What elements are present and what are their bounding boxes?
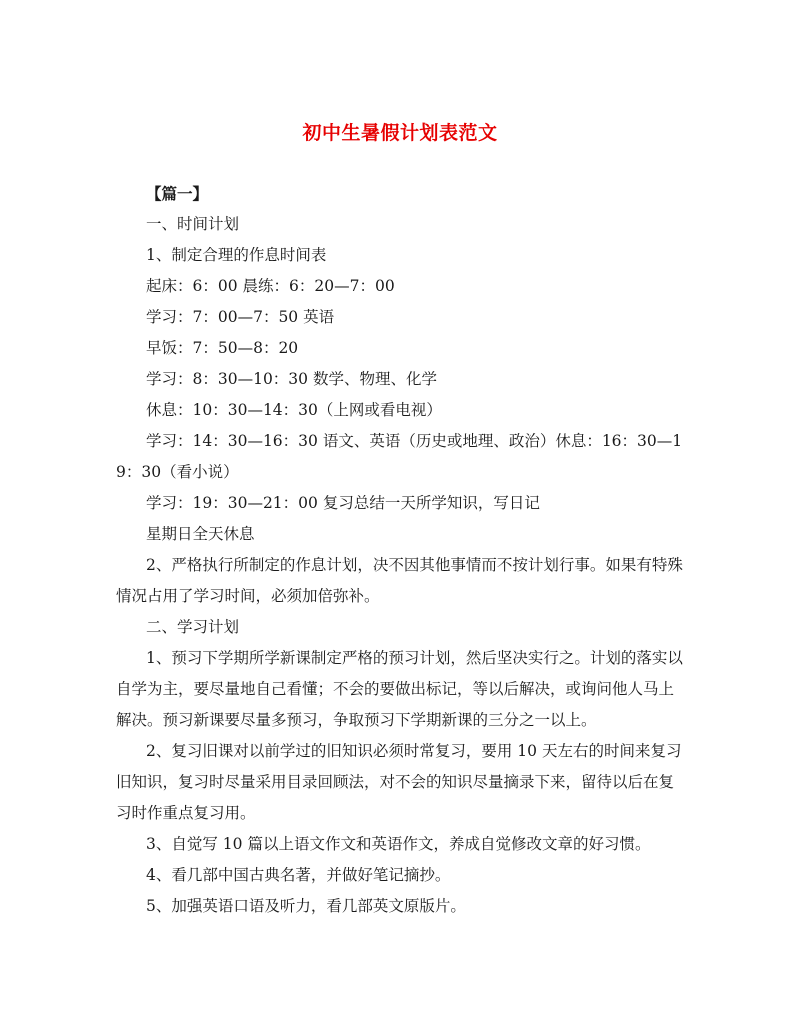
schedule-line-evening: 学习：19：30—21：00 复习总结一天所学知识，写日记 [146,494,540,512]
paragraph-strict: 2、严格执行所制定的作息计划，决不因其他事情而不按计划行事。如果有特殊情况占用了学习时间，必须加倍弥补。 [116,556,683,605]
section-tag: 【篇一】 [146,184,209,203]
schedule-line-english: 学习：7：00—7：50 英语 [146,308,335,326]
schedule-line-breakfast: 早饭：7：50—8：20 [146,339,299,357]
schedule-line-sunday: 星期日全天休息 [146,525,255,543]
page-title: 初中生暑假计划表范文 [302,122,498,144]
heading-study-plan: 二、学习计划 [146,618,240,636]
schedule-line-wakeup: 起床：6：00 晨练：6：20—7：00 [146,277,395,295]
heading-time-plan: 一、时间计划 [146,215,240,233]
study-item-writing: 3、自觉写 10 篇以上语文作文和英语作文，养成自觉修改文章的好习惯。 [146,835,651,853]
schedule-paragraph-afternoon: 学习：14：30—16：30 语文、英语（历史或地理、政治）休息：16：30—19：30（看小说） [116,432,683,481]
document-body [116,178,688,922]
study-item-classics: 4、看几部中国古典名著，并做好笔记摘抄。 [146,866,451,884]
study-item-english-listening: 5、加强英语口语及听力，看几部英文原版片。 [146,897,466,915]
paragraph-preview: 1、预习下学期所学新课制定严格的预习计划，然后坚决实行之。计划的落实以自学为主，要尽量地自己看懂；不会的要做出标记，等以后解决，或询问他人马上解决。预习新课要尽量多预习，争取预习下学期新课的三分之一以上。 [116,649,683,729]
schedule-line-rest: 休息：10：30—14：30（上网或看电视） [146,401,442,419]
schedule-line-science: 学习：8：30—10：30 数学、物理、化学 [146,370,437,388]
paragraph-review: 2、复习旧课对以前学过的旧知识必须时常复习，要用 10 天左右的时间来复习旧知识，复习时尽量采用目录回顾法，对不会的知识尽量摘录下来，留待以后在复习时作重点复习用。 [116,742,682,822]
subheading-schedule: 1、制定合理的作息时间表 [146,246,327,264]
